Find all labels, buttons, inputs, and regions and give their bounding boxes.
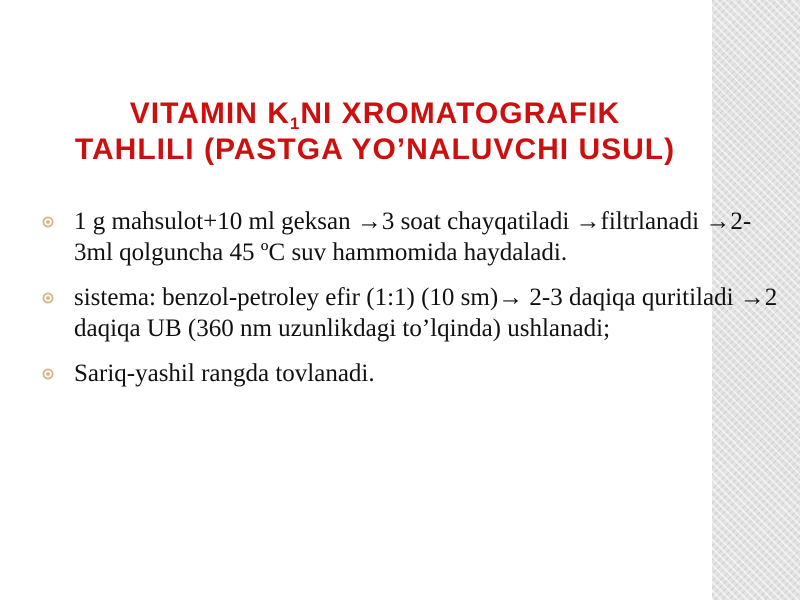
circle-bullet-icon xyxy=(42,368,54,380)
bullet-item xyxy=(40,358,780,389)
circle-bullet-icon xyxy=(42,216,54,228)
slide-title xyxy=(40,96,710,168)
bullet-text: 1 g mahsulot+10 ml geksan →3 soat chayqatiladi →filtrlanadi →2-3ml qolguncha 45 ºC suv hammomida haydaladi. xyxy=(74,208,752,266)
title-line-2: TAHLILI (PASTGA YO’NALUVCHI USUL) xyxy=(74,133,676,167)
bullet-item xyxy=(40,282,780,344)
bullet-text: sistema: benzol-petroley efir (1:1) (10 sm)→ 2-3 daqiqa quritiladi →2 daqiqa UB (360 nm uzunlikdagi to’lqinda) ushlanadi; xyxy=(74,284,778,342)
title-subscript: 1 xyxy=(289,114,301,134)
title-part2: NI XROMATOGRAFIK xyxy=(300,97,621,131)
bullet-item xyxy=(40,206,780,268)
bullet-text: Sariq-yashil rangda tovlanadi. xyxy=(74,360,375,387)
title-part1: VITAMIN K xyxy=(129,97,290,131)
circle-bullet-icon xyxy=(42,292,54,304)
bullet-list xyxy=(40,206,780,403)
title-line-1 xyxy=(40,96,710,132)
